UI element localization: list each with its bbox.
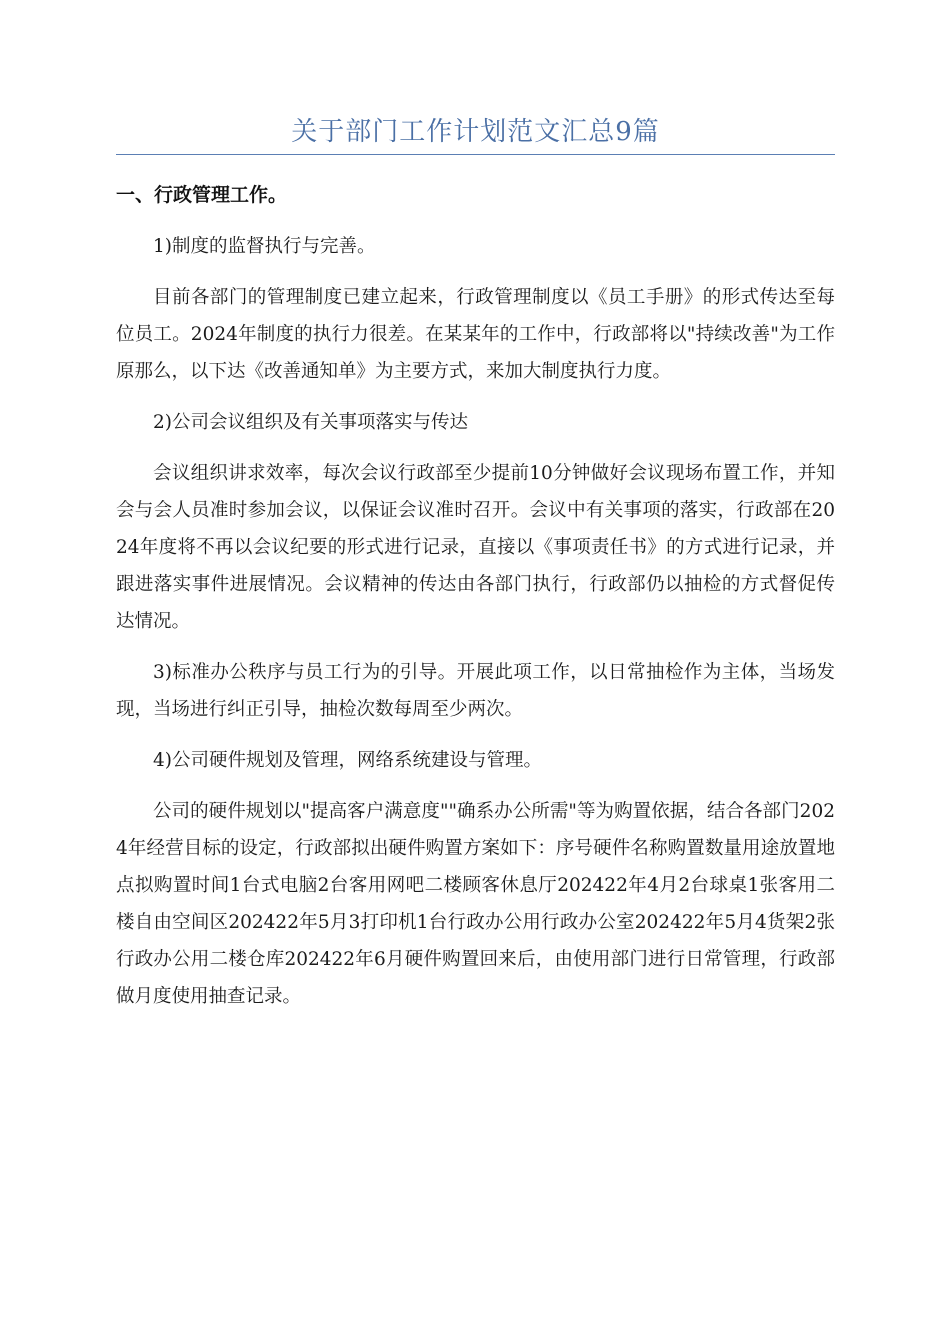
paragraph-4: 公司的硬件规划以"提高客户满意度""确系办公所需"等为购置依据，结合各部门2024年经营目标的设定，行政部拟出硬件购置方案如下：序号硬件名称购置数量用途放置地点拟购置时间1台式电脑2台客用网吧二楼顾客休息厅202422年4月2台球桌1张客用二楼自由空间区202422年5月3打印机1台行政办公用行政办公室202422年5月4货架2张行政办公用二楼仓库202422年6月硬件购置回来后，由使用部门进行日常管理，行政部做月度使用抽查记录。 (116, 801, 835, 1007)
subheading-1: 1)制度的监督执行与完善。 (153, 236, 376, 257)
paragraph-3: 3)标准办公秩序与员工行为的引导。开展此项工作，以日常抽检作为主体，当场发现，当场进行纠正引导，抽检次数每周至少两次。 (116, 662, 835, 720)
section-heading: 一、行政管理工作。 (116, 184, 288, 206)
subheading-4: 4)公司硬件规划及管理，网络系统建设与管理。 (153, 750, 542, 771)
paragraph-1: 目前各部门的管理制度已建立起来，行政管理制度以《员工手册》的形式传达至每位员工。2024年制度的执行力很差。在某某年的工作中，行政部将以"持续改善"为工作原那么，以下达《改善通知单》为主要方式，来加大制度执行力度。 (116, 287, 835, 382)
document-body (116, 176, 835, 1029)
paragraph-2: 会议组织讲求效率，每次会议行政部至少提前10分钟做好会议现场布置工作，并知会与会人员准时参加会议，以保证会议准时召开。会议中有关事项的落实，行政部在2024年度将不再以会议纪要的形式进行记录，直接以《事项责任书》的方式进行记录，并跟进落实事件进展情况。会议精神的传达由各部门执行，行政部仍以抽检的方式督促传达情况。 (116, 463, 835, 632)
subheading-2: 2)公司会议组织及有关事项落实与传达 (153, 412, 468, 433)
document-title: 关于部门工作计划范文汇总9篇 (291, 117, 660, 147)
title-underline (116, 154, 835, 155)
